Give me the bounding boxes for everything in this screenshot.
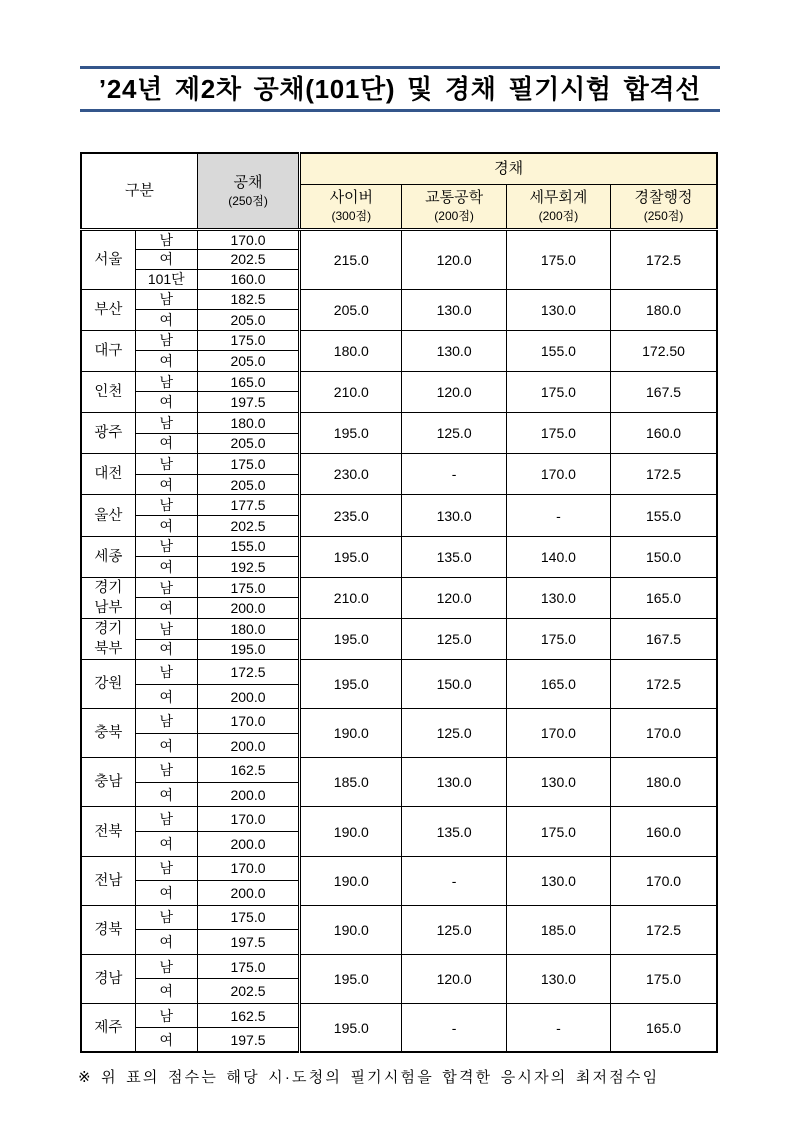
career-score-cyber: 215.0 xyxy=(300,229,402,289)
score-row xyxy=(81,954,717,979)
career-score-traffic-engineering: - xyxy=(402,1003,506,1052)
open-score-cell: 182.5 xyxy=(197,289,299,310)
open-score-cell: 195.0 xyxy=(197,639,299,660)
open-score-cell: 192.5 xyxy=(197,557,299,578)
career-score-police-administration: 172.50 xyxy=(611,330,717,371)
page-title: ’24년 제2차 공채(101단) 및 경채 필기시험 합격선 xyxy=(98,74,702,104)
score-row xyxy=(81,619,717,640)
region-name-cell: 세종 xyxy=(81,536,135,577)
header-open-recruitment xyxy=(197,153,299,229)
group-cell: 남 xyxy=(135,495,197,516)
career-score-traffic-engineering: 130.0 xyxy=(402,330,506,371)
group-cell: 남 xyxy=(135,330,197,351)
region-name-cell: 전북 xyxy=(81,807,135,856)
open-score-cell: 205.0 xyxy=(197,351,299,372)
open-score-cell: 202.5 xyxy=(197,249,299,269)
career-score-cyber: 235.0 xyxy=(300,495,402,536)
open-score-cell: 162.5 xyxy=(197,758,299,783)
career-score-tax-accounting: 185.0 xyxy=(506,905,610,954)
title-banner xyxy=(80,66,720,112)
group-cell: 여 xyxy=(135,433,197,454)
group-cell: 여 xyxy=(135,1028,197,1053)
group-cell: 여 xyxy=(135,249,197,269)
career-score-cyber: 195.0 xyxy=(300,954,402,1003)
career-score-traffic-engineering: 130.0 xyxy=(402,758,506,807)
open-score-cell: 200.0 xyxy=(197,684,299,709)
score-row xyxy=(81,536,717,557)
career-score-cyber: 195.0 xyxy=(300,660,402,709)
group-cell: 남 xyxy=(135,709,197,734)
open-score-cell: 205.0 xyxy=(197,310,299,331)
footnote: ※ 위 표의 점수는 해당 시·도청의 필기시험을 합격한 응시자의 최저점수임 xyxy=(78,1069,660,1086)
header-career-column-points: (300점) xyxy=(331,209,372,223)
region-name-cell: 제주 xyxy=(81,1003,135,1052)
career-score-tax-accounting: 155.0 xyxy=(506,330,610,371)
score-row xyxy=(81,330,717,351)
career-score-tax-accounting: 175.0 xyxy=(506,807,610,856)
career-score-cyber: 195.0 xyxy=(300,536,402,577)
open-score-cell: 200.0 xyxy=(197,598,299,619)
header-career-cyber xyxy=(300,184,402,229)
open-score-cell: 175.0 xyxy=(197,577,299,598)
open-score-cell: 197.5 xyxy=(197,392,299,413)
open-score-cell: 205.0 xyxy=(197,474,299,495)
region-name-cell: 인천 xyxy=(81,371,135,412)
header-career-column-label: 사이버 xyxy=(329,189,374,206)
group-cell: 여 xyxy=(135,639,197,660)
cutoff-score-table xyxy=(80,152,718,1053)
group-cell: 남 xyxy=(135,619,197,640)
header-category xyxy=(81,153,197,229)
score-row xyxy=(81,1003,717,1028)
career-score-police-administration: 155.0 xyxy=(611,495,717,536)
career-score-traffic-engineering: 130.0 xyxy=(402,289,506,330)
open-score-cell: 205.0 xyxy=(197,433,299,454)
header-career-label: 경채 xyxy=(494,159,524,177)
career-score-police-administration: 170.0 xyxy=(611,709,717,758)
career-score-tax-accounting: 130.0 xyxy=(506,577,610,618)
group-cell: 남 xyxy=(135,454,197,475)
career-score-cyber: 210.0 xyxy=(300,577,402,618)
group-cell: 여 xyxy=(135,516,197,537)
table-body xyxy=(81,229,717,1052)
career-score-cyber: 205.0 xyxy=(300,289,402,330)
career-score-traffic-engineering: 120.0 xyxy=(402,229,506,289)
career-score-tax-accounting: 175.0 xyxy=(506,229,610,289)
score-row xyxy=(81,495,717,516)
header-career-traffic-engineering xyxy=(402,184,506,229)
career-score-tax-accounting: 130.0 xyxy=(506,289,610,330)
group-cell: 여 xyxy=(135,351,197,372)
region-name-cell: 강원 xyxy=(81,660,135,709)
header-career-column-points: (200점) xyxy=(538,209,579,223)
region-name-cell: 대전 xyxy=(81,454,135,495)
career-score-tax-accounting: 170.0 xyxy=(506,709,610,758)
group-cell: 여 xyxy=(135,392,197,413)
career-score-cyber: 190.0 xyxy=(300,709,402,758)
region-name-cell: 충남 xyxy=(81,758,135,807)
open-score-cell: 202.5 xyxy=(197,979,299,1004)
career-score-police-administration: 172.5 xyxy=(611,454,717,495)
group-cell: 여 xyxy=(135,782,197,807)
group-cell: 남 xyxy=(135,856,197,881)
score-row xyxy=(81,660,717,685)
header-career-column-label: 교통공학 xyxy=(425,189,484,206)
group-cell: 남 xyxy=(135,577,197,598)
career-score-traffic-engineering: - xyxy=(402,454,506,495)
open-score-cell: 177.5 xyxy=(197,495,299,516)
career-score-tax-accounting: - xyxy=(506,1003,610,1052)
open-score-cell: 202.5 xyxy=(197,516,299,537)
group-cell: 여 xyxy=(135,598,197,619)
header-career-recruitment xyxy=(300,153,717,184)
career-score-cyber: 185.0 xyxy=(300,758,402,807)
group-cell: 여 xyxy=(135,474,197,495)
group-cell: 여 xyxy=(135,930,197,955)
open-score-cell: 197.5 xyxy=(197,930,299,955)
open-score-cell: 165.0 xyxy=(197,371,299,392)
career-score-police-administration: 167.5 xyxy=(611,371,717,412)
career-score-traffic-engineering: 135.0 xyxy=(402,536,506,577)
group-cell: 남 xyxy=(135,1003,197,1028)
open-score-cell: 200.0 xyxy=(197,881,299,906)
table-header xyxy=(81,153,717,229)
career-score-traffic-engineering: 125.0 xyxy=(402,905,506,954)
career-score-traffic-engineering: 120.0 xyxy=(402,577,506,618)
group-cell: 남 xyxy=(135,758,197,783)
header-career-column-points: (250점) xyxy=(643,209,684,223)
career-score-traffic-engineering: - xyxy=(402,856,506,905)
open-score-cell: 200.0 xyxy=(197,782,299,807)
score-row xyxy=(81,905,717,930)
career-score-cyber: 195.0 xyxy=(300,413,402,454)
open-score-cell: 200.0 xyxy=(197,733,299,758)
group-cell: 남 xyxy=(135,229,197,249)
score-row xyxy=(81,758,717,783)
score-row xyxy=(81,709,717,734)
group-cell: 남 xyxy=(135,289,197,310)
group-cell: 여 xyxy=(135,310,197,331)
open-score-cell: 160.0 xyxy=(197,269,299,289)
header-open-points: (250점) xyxy=(228,193,268,208)
open-score-cell: 170.0 xyxy=(197,709,299,734)
career-score-police-administration: 180.0 xyxy=(611,289,717,330)
career-score-traffic-engineering: 125.0 xyxy=(402,413,506,454)
open-score-cell: 155.0 xyxy=(197,536,299,557)
career-score-tax-accounting: 130.0 xyxy=(506,856,610,905)
career-score-tax-accounting: 175.0 xyxy=(506,371,610,412)
group-cell: 남 xyxy=(135,413,197,434)
career-score-tax-accounting: 175.0 xyxy=(506,619,610,660)
group-cell: 남 xyxy=(135,807,197,832)
header-career-column-label: 세무회계 xyxy=(529,189,588,206)
header-career-column-points: (200점) xyxy=(434,209,474,223)
career-score-police-administration: 160.0 xyxy=(611,413,717,454)
career-score-police-administration: 170.0 xyxy=(611,856,717,905)
header-career-tax-accounting xyxy=(506,184,610,229)
group-cell: 여 xyxy=(135,557,197,578)
open-score-cell: 175.0 xyxy=(197,454,299,475)
career-score-tax-accounting: 130.0 xyxy=(506,954,610,1003)
career-score-tax-accounting: 165.0 xyxy=(506,660,610,709)
career-score-traffic-engineering: 150.0 xyxy=(402,660,506,709)
open-score-cell: 162.5 xyxy=(197,1003,299,1028)
career-score-cyber: 180.0 xyxy=(300,330,402,371)
header-category-label: 구분 xyxy=(124,181,154,199)
open-score-cell: 172.5 xyxy=(197,660,299,685)
career-score-cyber: 210.0 xyxy=(300,371,402,412)
score-row xyxy=(81,413,717,434)
header-row-top xyxy=(81,153,717,184)
open-score-cell: 175.0 xyxy=(197,330,299,351)
open-score-cell: 170.0 xyxy=(197,807,299,832)
score-row xyxy=(81,807,717,832)
career-score-tax-accounting: 170.0 xyxy=(506,454,610,495)
open-score-cell: 170.0 xyxy=(197,229,299,249)
group-cell: 여 xyxy=(135,979,197,1004)
career-score-traffic-engineering: 120.0 xyxy=(402,954,506,1003)
header-open-label: 공채 xyxy=(233,173,263,191)
career-score-cyber: 195.0 xyxy=(300,1003,402,1052)
region-name-cell: 부산 xyxy=(81,289,135,330)
career-score-traffic-engineering: 125.0 xyxy=(402,619,506,660)
group-cell: 남 xyxy=(135,660,197,685)
region-name-cell: 대구 xyxy=(81,330,135,371)
career-score-police-administration: 180.0 xyxy=(611,758,717,807)
career-score-cyber: 190.0 xyxy=(300,905,402,954)
career-score-police-administration: 175.0 xyxy=(611,954,717,1003)
group-cell: 여 xyxy=(135,832,197,857)
career-score-cyber: 230.0 xyxy=(300,454,402,495)
region-name-cell: 충북 xyxy=(81,709,135,758)
header-career-column-label: 경찰행정 xyxy=(634,189,693,206)
region-name-cell: 경기 남부 xyxy=(81,577,135,618)
career-score-traffic-engineering: 135.0 xyxy=(402,807,506,856)
group-cell: 여 xyxy=(135,684,197,709)
career-score-police-administration: 167.5 xyxy=(611,619,717,660)
career-score-cyber: 195.0 xyxy=(300,619,402,660)
career-score-police-administration: 172.5 xyxy=(611,660,717,709)
career-score-tax-accounting: 175.0 xyxy=(506,413,610,454)
career-score-traffic-engineering: 130.0 xyxy=(402,495,506,536)
group-cell: 여 xyxy=(135,733,197,758)
open-score-cell: 170.0 xyxy=(197,856,299,881)
group-cell: 101단 xyxy=(135,269,197,289)
career-score-traffic-engineering: 120.0 xyxy=(402,371,506,412)
region-name-cell: 광주 xyxy=(81,413,135,454)
header-career-police-administration xyxy=(611,184,717,229)
career-score-tax-accounting: 130.0 xyxy=(506,758,610,807)
open-score-cell: 175.0 xyxy=(197,954,299,979)
open-score-cell: 197.5 xyxy=(197,1028,299,1053)
career-score-police-administration: 172.5 xyxy=(611,905,717,954)
score-row xyxy=(81,454,717,475)
group-cell: 남 xyxy=(135,905,197,930)
open-score-cell: 180.0 xyxy=(197,619,299,640)
career-score-traffic-engineering: 125.0 xyxy=(402,709,506,758)
group-cell: 남 xyxy=(135,536,197,557)
region-name-cell: 경남 xyxy=(81,954,135,1003)
score-row xyxy=(81,229,717,249)
group-cell: 남 xyxy=(135,954,197,979)
career-score-police-administration: 165.0 xyxy=(611,577,717,618)
open-score-cell: 175.0 xyxy=(197,905,299,930)
career-score-police-administration: 172.5 xyxy=(611,229,717,289)
career-score-police-administration: 150.0 xyxy=(611,536,717,577)
region-name-cell: 경북 xyxy=(81,905,135,954)
open-score-cell: 180.0 xyxy=(197,413,299,434)
career-score-cyber: 190.0 xyxy=(300,807,402,856)
group-cell: 여 xyxy=(135,881,197,906)
region-name-cell: 전남 xyxy=(81,856,135,905)
career-score-tax-accounting: 140.0 xyxy=(506,536,610,577)
region-name-cell: 경기 북부 xyxy=(81,619,135,660)
region-name-cell: 울산 xyxy=(81,495,135,536)
score-row xyxy=(81,289,717,310)
score-row xyxy=(81,371,717,392)
score-row xyxy=(81,577,717,598)
career-score-police-administration: 160.0 xyxy=(611,807,717,856)
career-score-tax-accounting: - xyxy=(506,495,610,536)
group-cell: 남 xyxy=(135,371,197,392)
career-score-police-administration: 165.0 xyxy=(611,1003,717,1052)
open-score-cell: 200.0 xyxy=(197,832,299,857)
score-row xyxy=(81,856,717,881)
career-score-cyber: 190.0 xyxy=(300,856,402,905)
region-name-cell: 서울 xyxy=(81,229,135,289)
